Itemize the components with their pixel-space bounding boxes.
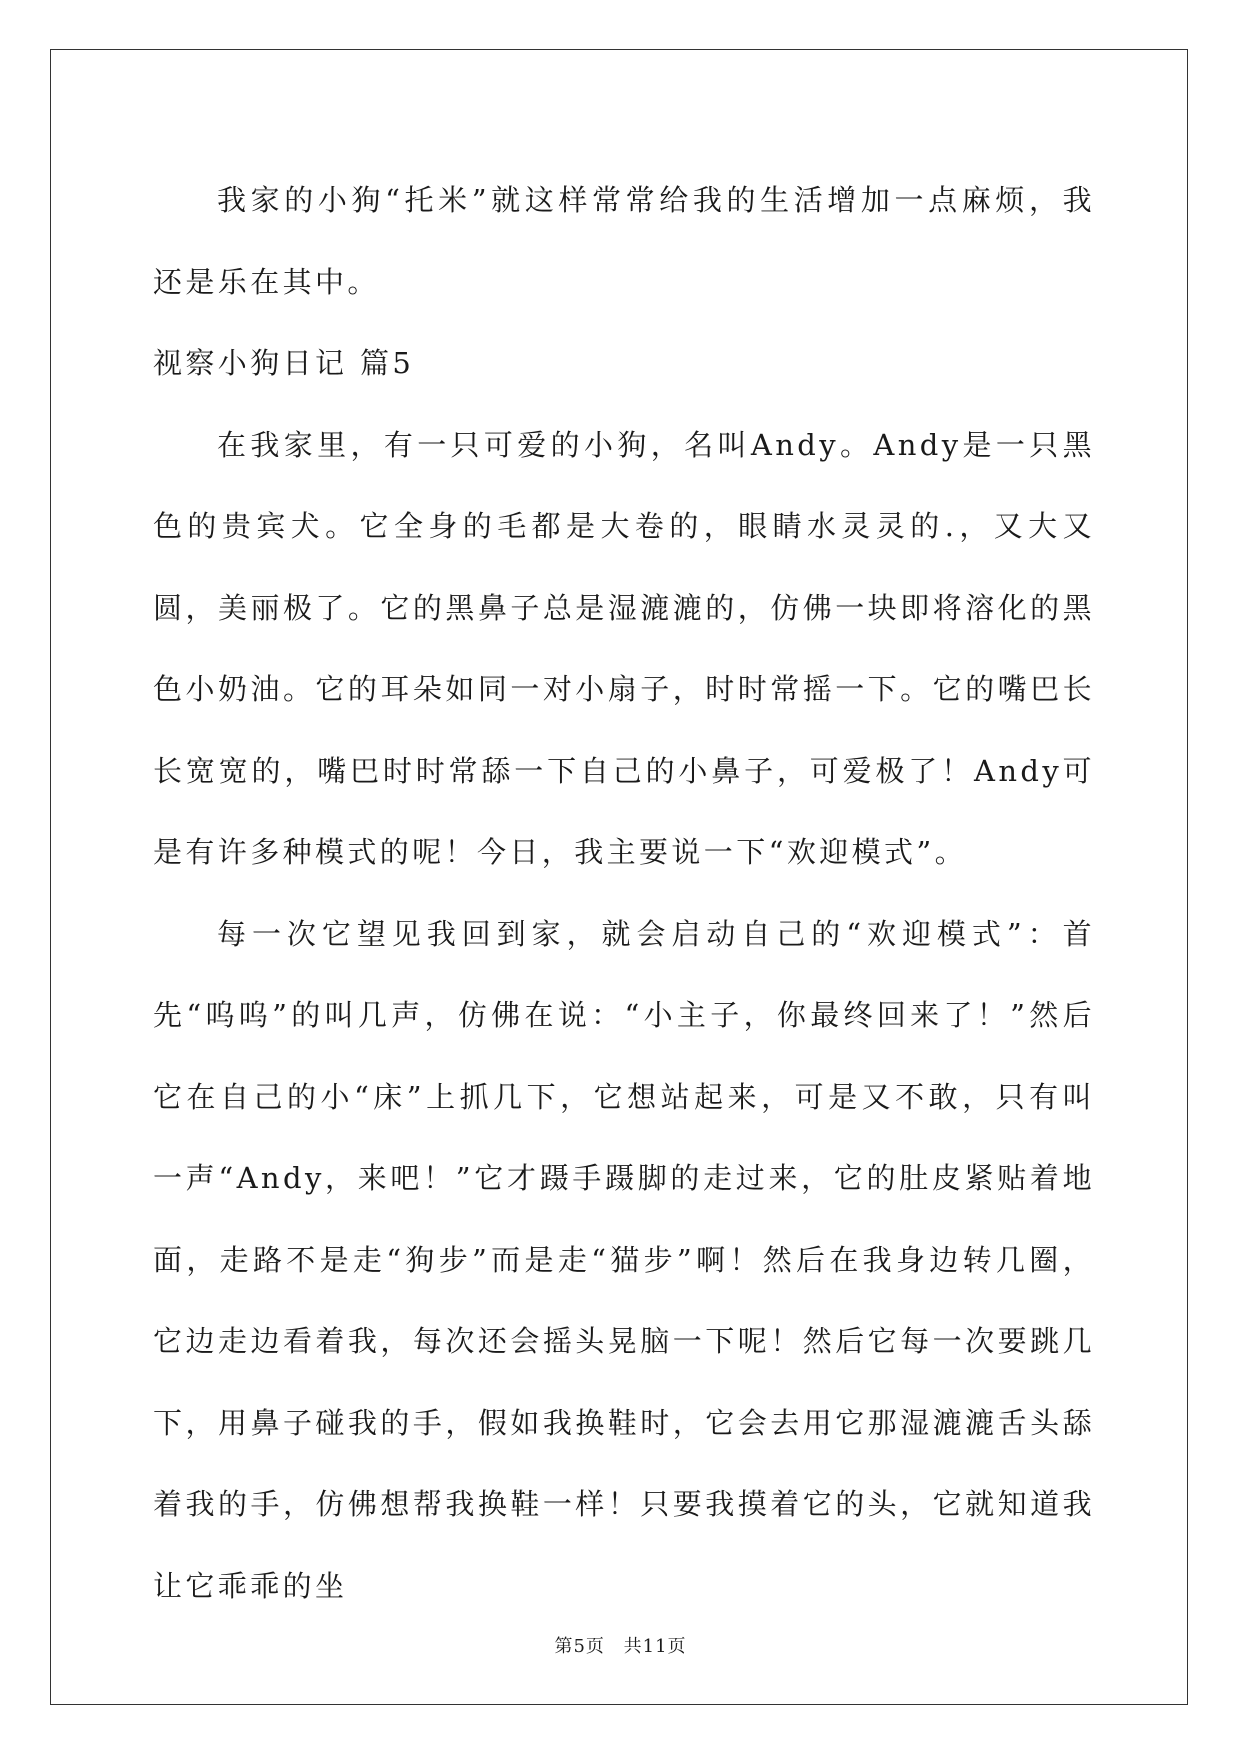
- page-number: 第5页: [554, 1636, 605, 1657]
- paragraph-1: 我家的小狗“托米”就这样常常给我的生活增加一点麻烦，我还是乐在其中。: [153, 183, 1095, 299]
- section-heading: 视察小狗日记 篇5: [153, 346, 415, 380]
- document-body: [153, 160, 1095, 1627]
- page-footer: [0, 1632, 1241, 1658]
- paragraph-4: 每一次它望见我回到家，就会启动自己的“欢迎模式”：首先“呜呜”的叫几声，仿佛在说：“小主子，你最终回来了！”然后它在自己的小“床”上抓几下，它想站起来，可是又不敢，只有叫一声“Andy，来吧！”它才蹑手蹑脚的走过来，它的肚皮紧贴着地面，走路不是走“狗步”而是走“猫步”啊！然后在我身边转几圈，它边走边看着我，每次还会摇头晃脑一下呢！然后它每一次要跳几下，用鼻子碰我的手，假如我换鞋时，它会去用它那湿漉漉舌头舔着我的手，仿佛想帮我换鞋一样！只要我摸着它的头，它就知道我让它乖乖的坐: [153, 916, 1095, 1603]
- paragraph-3: 在我家里，有一只可爱的小狗，名叫Andy。Andy是一只黑色的贵宾犬。它全身的毛都是大卷的，眼睛水灵灵的.，又大又圆，美丽极了。它的黑鼻子总是湿漉漉的，仿佛一块即将溶化的黑色小奶油。它的耳朵如同一对小扇子，时时常摇一下。它的嘴巴长长宽宽的，嘴巴时时常舔一下自己的小鼻子，可爱极了！Andy可是有许多种模式的呢！今日，我主要说一下“欢迎模式”。: [153, 427, 1095, 869]
- page-total: 共11页: [623, 1636, 687, 1657]
